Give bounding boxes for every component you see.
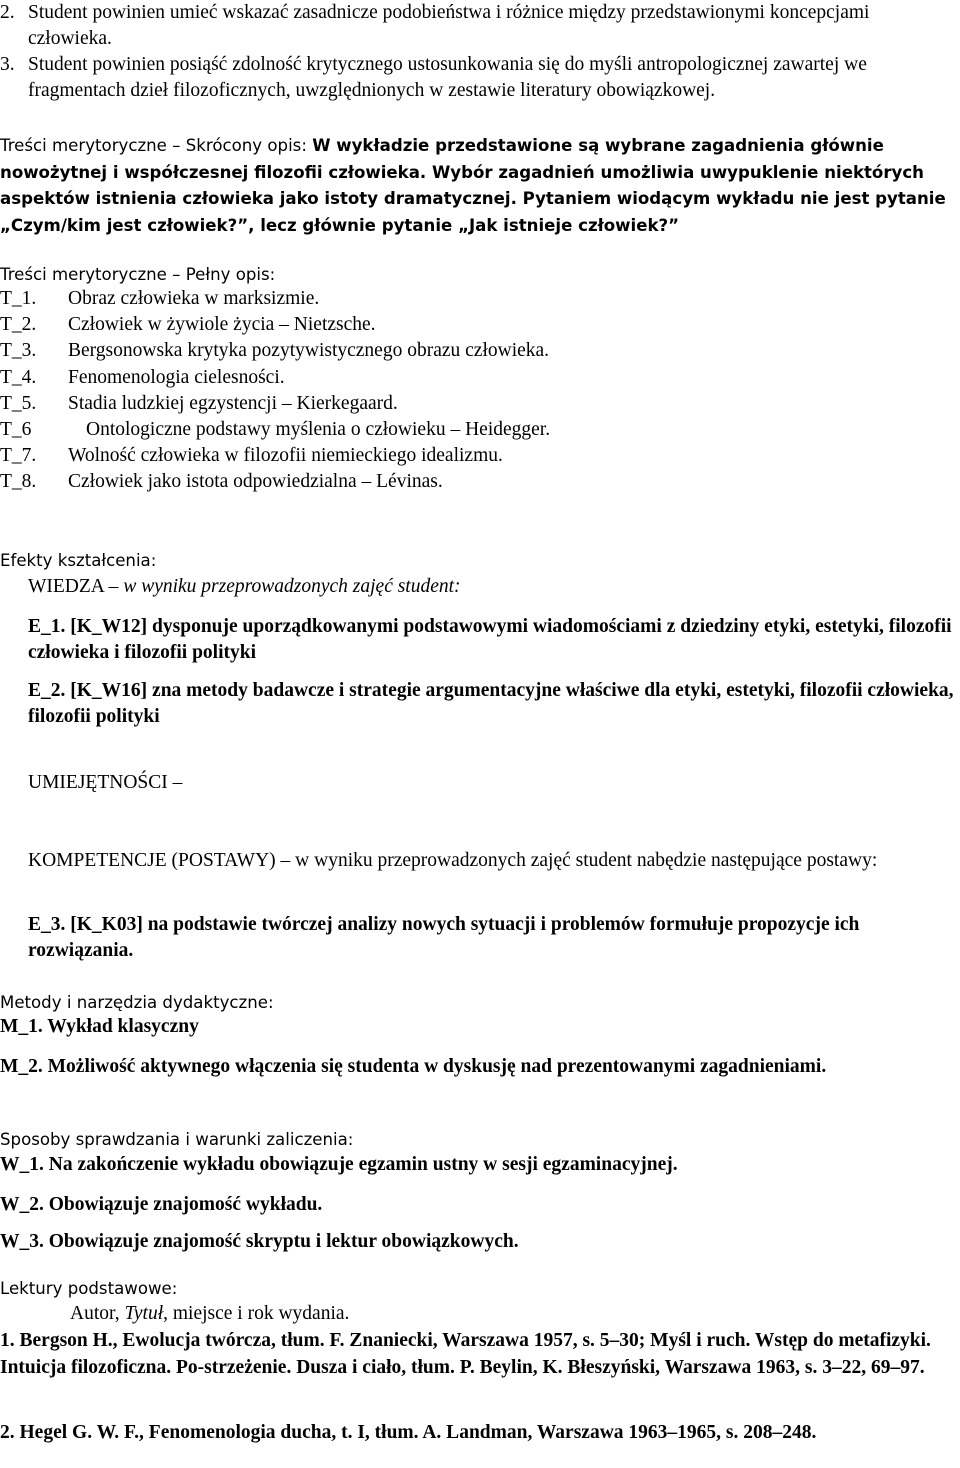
- outcome-e3: E_3. [K_K03] na podstawie twórczej analizy nowych sytuacji i problemów formułuje propozycje ich rozwiązania.: [28, 914, 860, 961]
- skills-label: UMIEJĘTNOŚCI –: [28, 772, 183, 793]
- list-number: 2.: [0, 2, 15, 23]
- full-description-heading: Treści merytoryczne – Pełny opis:: [0, 265, 276, 284]
- reading-item-2: 2. Hegel G. W. F., Fenomenologia ducha, t. I, tłum. A. Landman, Warszawa 1963–1965, s. 208–248.: [0, 1422, 817, 1443]
- short-description-heading: Treści merytoryczne – Skrócony opis:: [0, 136, 307, 155]
- assessment-w1: W_1. Na zakończenie wykładu obowiązuje egzamin ustny w sesji egzaminacyjnej.: [0, 1154, 678, 1175]
- list-text: Student powinien posiąść zdolność krytycznego ustosunkowania się do myśli antropologicznej zawartej we fragmentach dzieł filozoficznych, uwzględnionych w zestawie literatury obowiązkowej.: [28, 54, 867, 101]
- short-description: [0, 133, 960, 239]
- topic-item: T_1. Obraz człowieka w marksizmie.: [0, 288, 320, 309]
- outcome-e1: E_1. [K_W12] dysponuje uporządkowanymi podstawowymi wiadomościami z dziedziny etyki, estetyki, filozofii człowieka i filozofii polityki: [28, 616, 952, 663]
- topic-item: T_8. Człowiek jako istota odpowiedzialna – Lévinas.: [0, 471, 443, 493]
- learning-outcomes-list: [0, 0, 960, 104]
- topic-item: T_3. Bergsonowska krytyka pozytywistycznego obrazu człowieka.: [0, 340, 550, 362]
- competences-label: KOMPETENCJE (POSTAWY) – w wyniku przeprowadzonych zajęć student nabędzie następujące postawy:: [28, 850, 878, 871]
- method-m2: M_2. Możliwość aktywnego włączenia się studenta w dyskusję nad prezentowanymi zagadnieniami.: [0, 1056, 827, 1077]
- knowledge-line: [0, 574, 960, 600]
- assessment-w2: W_2. Obowiązuje znajomość wykładu.: [0, 1194, 323, 1215]
- knowledge-sub: w wyniku przeprowadzonych zajęć student:: [123, 576, 461, 597]
- methods-heading: Metody i narzędzia dydaktyczne:: [0, 993, 274, 1012]
- knowledge-label: WIEDZA –: [28, 576, 124, 597]
- outcomes-heading: Efekty kształcenia:: [0, 551, 157, 570]
- list-number: 3.: [0, 54, 15, 75]
- assessment-w3: W_3. Obowiązuje znajomość skryptu i lektur obowiązkowych.: [0, 1231, 519, 1252]
- short-description-text: W wykładzie przedstawione są wybrane zagadnienia głównie nowożytnej i współczesnej filozofii człowieka. Wybór zagadnień umożliwia uwypuklenie niektórych aspektów istnienia człowieka jako istoty dramatycznej. Pytaniem wiodącym wykładu nie jest pytanie „Czym/kim jest człowiek?”, lecz głównie pytanie „Jak istnieje człowiek?”: [0, 136, 946, 235]
- topic-item: T_4. Fenomenologia cielesności.: [0, 366, 285, 388]
- list-item: [0, 52, 960, 104]
- topics-list: [0, 286, 960, 496]
- readings-format: Autor, Tytuł, miejsce i rok wydania.: [70, 1303, 350, 1324]
- topic-item: T_6 Ontologiczne podstawy myślenia o człowieku – Heidegger.: [0, 419, 551, 441]
- list-item: [0, 0, 960, 52]
- outcome-e2: E_2. [K_W16] zna metody badawcze i strategie argumentacyjne właściwe dla etyki, estetyki, filozofii człowieka, filozofii polityki: [28, 680, 954, 727]
- readings-heading: Lektury podstawowe:: [0, 1279, 178, 1298]
- method-m1: M_1. Wykład klasyczny: [0, 1016, 199, 1037]
- list-text: Student powinien umieć wskazać zasadnicze podobieństwa i różnice między przedstawionymi koncepcjami człowieka.: [28, 2, 870, 49]
- reading-item-1: 1. Bergson H., Ewolucja twórcza, tłum. F. Znaniecki, Warszawa 1957, s. 5–30; Myśl i ruch. Wstęp do metafizyki. Intuicja filozoficzna. Po-strzeżenie. Dusza i ciało, tłum. P. Beylin, K. Błeszyński, Warszawa 1963, s. 3–22, 69–97.: [0, 1330, 931, 1378]
- assessment-heading: Sposoby sprawdzania i warunki zaliczenia:: [0, 1130, 354, 1149]
- topic-item: T_5. Stadia ludzkiej egzystencji – Kierkegaard.: [0, 392, 398, 414]
- topic-item: T_2. Człowiek w żywiole życia – Nietzsche.: [0, 314, 376, 336]
- topic-item: T_7. Wolność człowieka w filozofii niemieckiego idealizmu.: [0, 445, 503, 467]
